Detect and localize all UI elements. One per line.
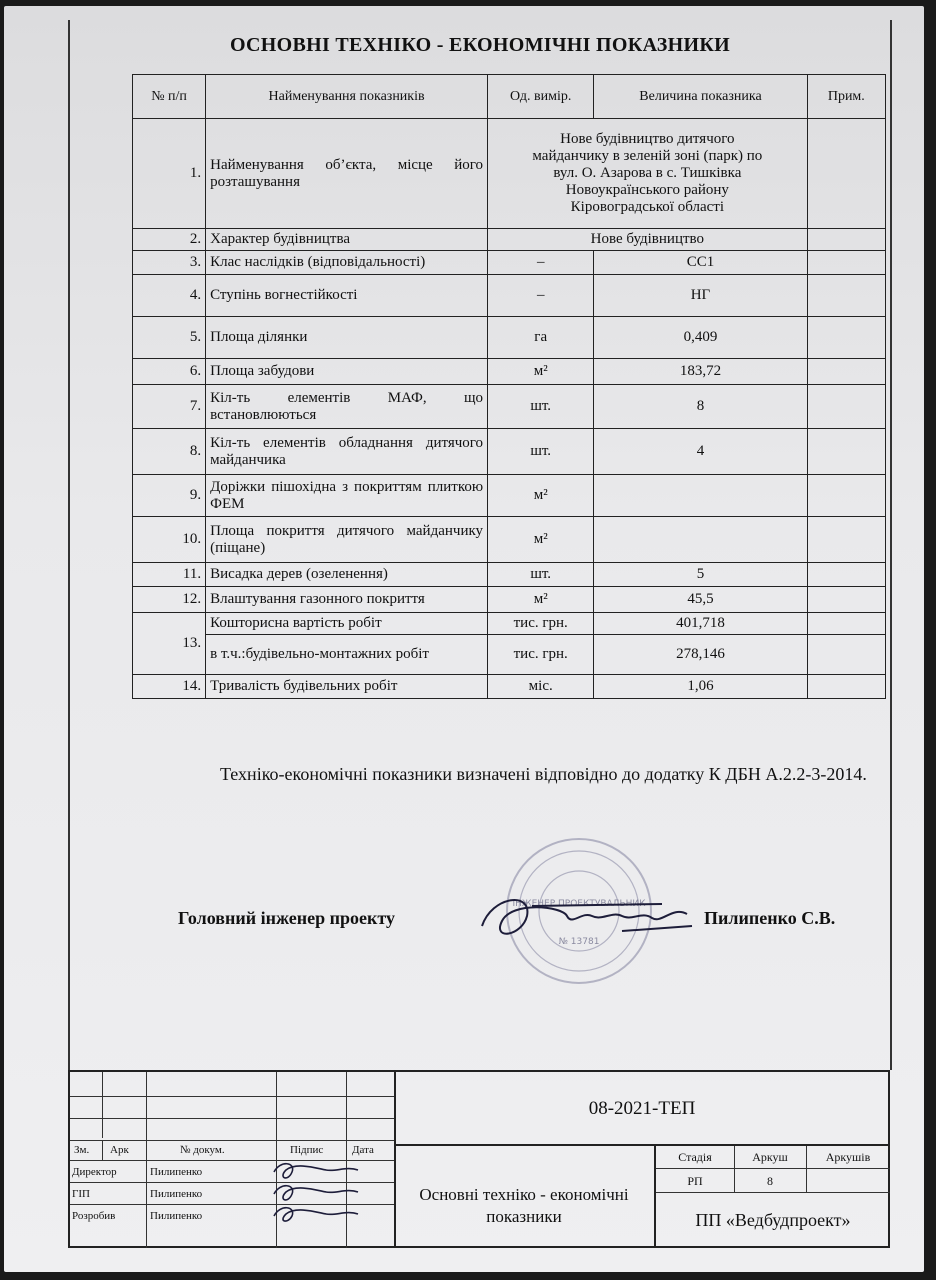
signer-name: Пилипенко С.В.	[704, 908, 836, 928]
header-num: № п/п	[133, 75, 206, 119]
row-unit: шт.	[488, 429, 594, 475]
header-unit: Од. вимір.	[488, 75, 594, 119]
row-unit: тис. грн.	[488, 613, 594, 635]
col-zm: Зм.	[74, 1144, 90, 1156]
row-note	[807, 385, 885, 429]
stage-label: Стадія	[678, 1150, 712, 1164]
table-row	[133, 385, 886, 429]
row-num: 5.	[133, 317, 206, 359]
title-block	[68, 1070, 890, 1248]
person-role: ГІП	[72, 1188, 90, 1200]
title-block-signatures-grid	[70, 1072, 396, 1248]
table-row	[133, 475, 886, 517]
row-name: Площа забудови	[206, 359, 488, 385]
col-ark: Арк	[110, 1144, 129, 1156]
frame-border-right	[890, 20, 892, 1070]
table-row	[133, 675, 886, 699]
row-num: 13.	[133, 613, 206, 675]
row-name: Характер будівництва	[206, 229, 488, 251]
row-note	[807, 675, 885, 699]
row-name: Найменування об’єкта, місце його розташування	[206, 119, 488, 229]
person-name: Пилипенко	[150, 1166, 203, 1178]
row-name: Ступінь вогнестійкості	[206, 275, 488, 317]
row-num: 8.	[133, 429, 206, 475]
table-row	[133, 317, 886, 359]
title-block-doc-title: Основні техніко - економічні показники	[394, 1146, 656, 1248]
person-name: Пилипенко	[150, 1188, 203, 1200]
row-num: 9.	[133, 475, 206, 517]
row-note	[807, 359, 885, 385]
row-unit: га	[488, 317, 594, 359]
row-num: 11.	[133, 563, 206, 587]
row-name: Площа ділянки	[206, 317, 488, 359]
row-note	[807, 635, 885, 675]
document-page	[4, 6, 924, 1272]
sheet-value: 8	[767, 1174, 773, 1188]
row-unit: шт.	[488, 563, 594, 587]
row-note	[807, 613, 885, 635]
indicators-table	[132, 74, 886, 699]
row-name: Кіл-ть елементів МАФ, що встановлюються	[206, 385, 488, 429]
row-unit: м²	[488, 587, 594, 613]
col-doc: № докум.	[180, 1144, 225, 1156]
signer-role: Головний інженер проекту	[178, 908, 396, 928]
person-role: Директор	[72, 1166, 117, 1178]
header-note: Прим.	[807, 75, 885, 119]
row-unit: міс.	[488, 675, 594, 699]
col-sign: Підпис	[290, 1144, 324, 1156]
table-row	[133, 229, 886, 251]
frame-border-left	[68, 20, 70, 1070]
row-unit: –	[488, 251, 594, 275]
person-name: Пилипенко	[150, 1210, 203, 1222]
row-value: 1,06	[594, 675, 807, 699]
small-signatures	[266, 1158, 366, 1224]
row-note	[807, 517, 885, 563]
row-name: Кіл-ть елементів обладнання дитячого майданчика	[206, 429, 488, 475]
table-row	[133, 275, 886, 317]
stamp-center-text: ІНЖЕНЕР ПРОЕКТУВАЛЬНИК	[512, 899, 646, 909]
row-value: 5	[594, 563, 807, 587]
row-subunit: тис. грн.	[488, 635, 594, 675]
row-value: Нове будівництво дитячого майданчику в зеленій зоні (парк) по вул. О. Азарова в с. Тишківка Новоукраїнського району Кіровоградської області	[488, 119, 808, 229]
row-note	[807, 119, 885, 229]
table-row	[133, 429, 886, 475]
document-code: 08-2021-ТЕП	[394, 1072, 890, 1146]
row-value: 45,5	[594, 587, 807, 613]
row-note	[807, 317, 885, 359]
stage-value: РП	[687, 1174, 703, 1188]
row-unit: м²	[488, 517, 594, 563]
note-paragraph: Техніко-економічні показники визначені відповідно до додатку К ДБН А.2.2-3-2014.	[220, 764, 867, 784]
row-num: 10.	[133, 517, 206, 563]
row-name: Доріжки пішохідна з покриттям плиткою ФЕМ	[206, 475, 488, 517]
handwritten-signature	[472, 886, 702, 946]
row-unit: м²	[488, 359, 594, 385]
table-row	[133, 251, 886, 275]
row-name: Висадка дерев (озеленення)	[206, 563, 488, 587]
row-num: 3.	[133, 251, 206, 275]
row-name: Кошторисна вартість робіт	[206, 613, 488, 635]
sheets-label: Аркушів	[825, 1150, 871, 1164]
row-value: 401,718	[594, 613, 807, 635]
row-note	[807, 275, 885, 317]
row-name: Клас наслідків (відповідальності)	[206, 251, 488, 275]
row-note	[807, 251, 885, 275]
row-num: 7.	[133, 385, 206, 429]
row-name: Тривалість будівельних робіт	[206, 675, 488, 699]
row-unit: шт.	[488, 385, 594, 429]
header-name: Найменування показників	[206, 75, 488, 119]
row-num: 6.	[133, 359, 206, 385]
col-date: Дата	[352, 1144, 374, 1156]
row-value: НГ	[594, 275, 807, 317]
table-row	[133, 563, 886, 587]
row-unit: м²	[488, 475, 594, 517]
document-title: ОСНОВНІ ТЕХНІКО - ЕКОНОМІЧНІ ПОКАЗНИКИ	[229, 34, 731, 56]
row-num: 14.	[133, 675, 206, 699]
row-note	[807, 475, 885, 517]
row-note	[807, 229, 885, 251]
table-row	[133, 517, 886, 563]
sheet-label: Аркуш	[752, 1150, 788, 1164]
table-row	[133, 359, 886, 385]
row-name: Площа покриття дитячого майданчику (піщане)	[206, 517, 488, 563]
stamp-number: № 13781	[558, 937, 600, 947]
table-row	[133, 119, 886, 229]
title-block-stage-info	[656, 1146, 890, 1248]
table-row	[133, 587, 886, 613]
table-row	[133, 635, 886, 675]
row-num: 4.	[133, 275, 206, 317]
row-value: 183,72	[594, 359, 807, 385]
row-unit: –	[488, 275, 594, 317]
header-value: Величина показника	[594, 75, 807, 119]
row-note	[807, 563, 885, 587]
row-value: Нове будівництво	[488, 229, 808, 251]
row-value	[594, 475, 807, 517]
row-name: Влаштування газонного покриття	[206, 587, 488, 613]
row-subvalue: 278,146	[594, 635, 807, 675]
table-row	[133, 613, 886, 635]
organization-name: ПП «Ведбудпроект»	[695, 1210, 851, 1230]
row-value: 4	[594, 429, 807, 475]
row-num: 12.	[133, 587, 206, 613]
row-value: 8	[594, 385, 807, 429]
row-subname: в т.ч.:будівельно-монтажних робіт	[206, 635, 488, 675]
row-value: СС1	[594, 251, 807, 275]
row-num: 2.	[133, 229, 206, 251]
person-role: Розробив	[72, 1210, 116, 1222]
table-header-row	[133, 75, 886, 119]
row-value: 0,409	[594, 317, 807, 359]
row-note	[807, 587, 885, 613]
row-note	[807, 429, 885, 475]
row-value	[594, 517, 807, 563]
row-num: 1.	[133, 119, 206, 229]
